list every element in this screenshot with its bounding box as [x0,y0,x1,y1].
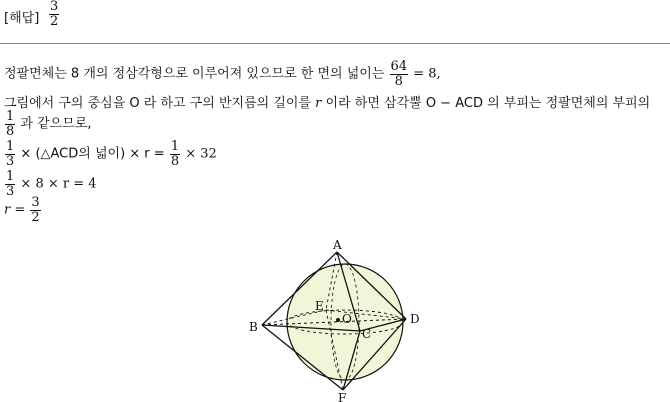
line1-frac-den: 8 [394,73,403,89]
label-F: F [338,391,347,402]
line6-frac-num: 3 [31,195,40,210]
line4-frac-num: 1 [6,139,15,154]
label-O: O [342,312,352,326]
line4-mid: × (△ACD의 넓이) × r = [20,146,165,162]
line6-lhs: r = [4,202,26,218]
line2-text2: 이라 하면 삼각뿔 O − ACD 의 부피는 정팔면체의 부피의 [325,96,651,111]
line6-frac-den: 2 [31,209,40,225]
answer-label: [해답] [4,11,40,26]
line4-frac2-den: 8 [170,153,180,169]
line5-tail: × 8 × r = 4 [20,176,97,192]
line5-frac-num: 1 [6,169,15,184]
line1-rest: = 8, [413,66,441,82]
center-point-O [336,318,340,322]
line3-text: 과 같으므로, [20,116,92,132]
line5-frac-den: 3 [6,183,15,199]
line1-text: 정팔면체는 8 개의 정삼각형으로 이루어져 있으므로 한 면의 넓이는 [4,66,385,82]
line4-tail: × 32 [185,146,217,162]
answer-numerator: 3 [50,0,59,14]
line2-text: 그림에서 구의 중심을 O 라 하고 구의 반지름의 길이를 [4,96,312,111]
label-E: E [315,299,324,313]
line3-frac-den: 8 [6,123,15,139]
label-C: C [362,327,372,341]
line2-var-r: r [315,96,322,111]
answer-denominator: 2 [50,13,59,29]
line1-frac-num: 64 [390,59,408,74]
line4-frac2-num: 1 [170,139,180,154]
label-D: D [410,312,420,326]
line3-frac-num: 1 [6,109,15,124]
label-B: B [249,320,258,334]
line4-frac-den: 3 [6,153,15,169]
label-A: A [333,238,342,252]
